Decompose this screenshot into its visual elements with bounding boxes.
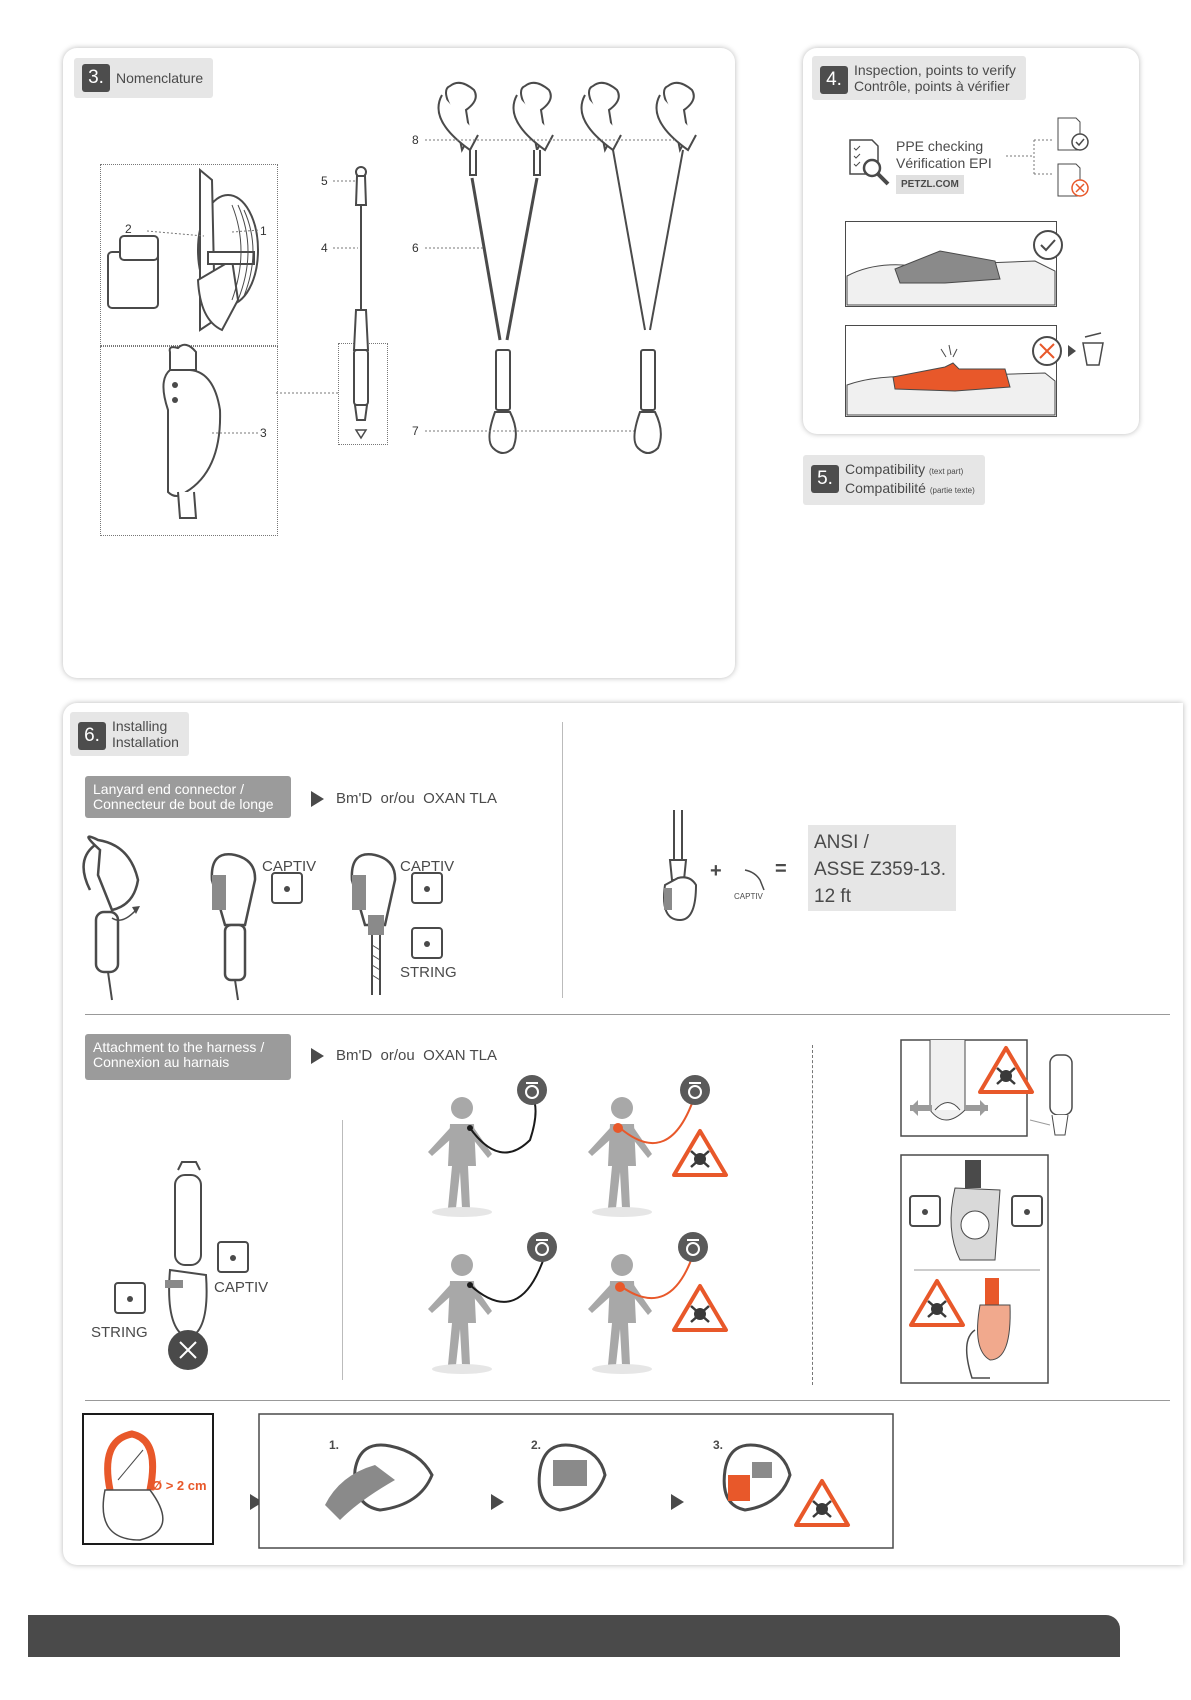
step-3-label: 3. [713, 1438, 724, 1452]
equals-sign: = [775, 858, 787, 880]
harness-options: Bm'D or/ou OXAN TLA [311, 1047, 497, 1064]
section-title: Nomenclature [116, 70, 204, 86]
ppe-check-text: PPE checking Vérification EPI PETZL.COM [896, 138, 992, 194]
plus-sign: + [710, 860, 722, 882]
connector-heading: Lanyard end connector / Connecteur de bout de longe [85, 776, 291, 818]
captiv-label-2: CAPTIV [400, 858, 455, 875]
captiv-label-1: CAPTIV [262, 858, 317, 875]
footer-bar [28, 1615, 1120, 1657]
section-title: Inspection, points to verify Contrôle, points à vérifier [854, 62, 1016, 94]
standard-box: ANSI / ASSE Z359-13. 12 ft [808, 825, 956, 911]
section-number: 6. [78, 722, 106, 750]
captiv-label-3: CAPTIV [214, 1279, 269, 1296]
label-4: 4 [321, 241, 328, 255]
section-number: 3. [82, 64, 110, 92]
string-label-2: STRING [91, 1324, 148, 1341]
section-title: Installing Installation [112, 718, 179, 750]
step-1-label: 1. [329, 1438, 340, 1452]
petzl-link[interactable]: PETZL.COM [896, 175, 964, 194]
harness-heading: Attachment to the harness / Connexion au harnais [85, 1034, 291, 1080]
label-1: 1 [260, 224, 267, 238]
label-8: 8 [412, 133, 419, 147]
label-3: 3 [260, 426, 267, 440]
label-5: 5 [321, 174, 328, 188]
section-number: 4. [820, 66, 848, 94]
label-6: 6 [412, 241, 419, 255]
section-number: 5. [811, 465, 839, 493]
label-2: 2 [125, 222, 132, 236]
label-7: 7 [412, 424, 419, 438]
diameter-label: Ø > 2 cm [152, 1478, 207, 1493]
captiv-small-label: CAPTIV [734, 892, 763, 901]
string-label-1: STRING [400, 964, 457, 981]
section-title: Compatibility (text part) Compatibilité (partie texte) [845, 461, 975, 496]
step-2-label: 2. [531, 1438, 542, 1452]
connector-options: Bm'D or/ou OXAN TLA [311, 790, 497, 807]
